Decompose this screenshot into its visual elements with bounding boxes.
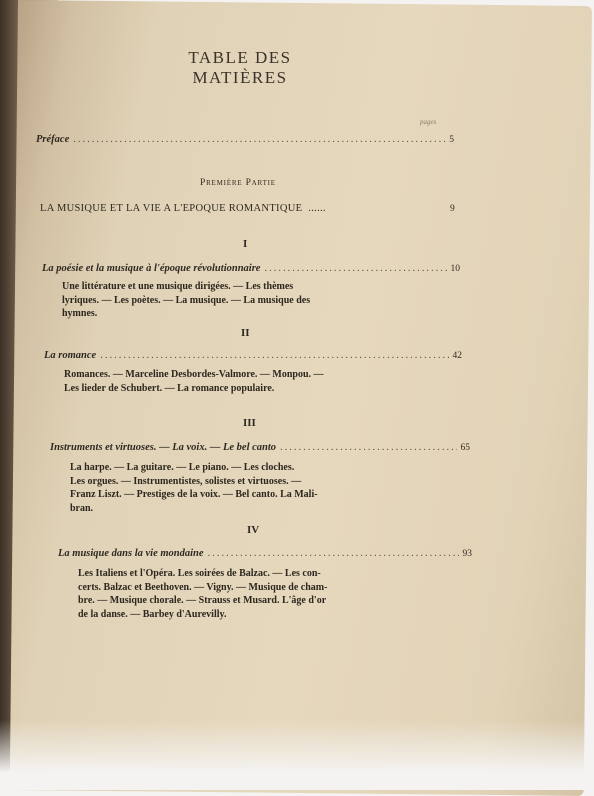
toc-entry-label: Instruments et virtuoses. — La voix. — Le bel canto — [50, 442, 277, 453]
chapter-numeral: I — [243, 238, 248, 250]
toc-entry-chapter — [58, 548, 472, 559]
part-label: Première Partie — [200, 178, 276, 188]
toc-entry-label: La poésie et la musique à l'époque révolutionnaire — [42, 263, 261, 274]
toc-entry-chapter — [42, 263, 460, 274]
summary-line: Romances. — Marceline Desbordes-Valmore. — Monpou. — — [64, 369, 324, 380]
toc-page-number: 93 — [462, 549, 472, 559]
dot-leader — [73, 134, 445, 145]
toc-page-number: 9 — [449, 204, 455, 214]
toc-entry-chapter — [44, 350, 462, 361]
toc-entry-chapter — [50, 442, 470, 453]
toc-page-number: 65 — [460, 443, 470, 453]
chapter-numeral: IV — [247, 524, 260, 536]
chapter-summary — [78, 567, 438, 621]
summary-line: certs. Balzac et Beethoven. — Vigny. — Musique de cham- — [78, 581, 328, 593]
chapter-numeral: III — [243, 417, 256, 429]
summary-line: La harpe. — La guitare. — Le piano. — Les cloches. — [70, 462, 295, 473]
toc-entry-label: La musique dans la vie mondaine — [58, 548, 204, 559]
summary-line: Les orgues. — Instrumentistes, solistes et virtuoses. — — [70, 475, 302, 487]
summary-line: hymnes. — [62, 308, 98, 319]
toc-page-number: 5 — [449, 135, 454, 145]
summary-line: lyriques. — Les poètes. — La musique. — La musique des — [62, 294, 311, 306]
toc-entry-label: Préface — [36, 134, 70, 145]
summary-line: bran. — [70, 502, 94, 514]
part-title-entry — [40, 203, 455, 214]
part-title: LA MUSIQUE ET LA VIE A L'EPOQUE ROMANTIQUE — [40, 203, 303, 214]
page-title: TABLE DES MATIÈRES — [188, 48, 292, 87]
dot-leader — [100, 350, 448, 361]
chapter-summary — [64, 368, 419, 395]
summary-line: Les lieder de Schubert. — La romance populaire. — [64, 382, 275, 394]
summary-line: Franz Liszt. — Prestiges de la voix. — Bel canto. La Mali- — [70, 489, 318, 500]
chapter-summary — [62, 280, 417, 321]
dot-leader — [208, 548, 459, 559]
dot-leader — [280, 442, 456, 453]
summary-line: de la danse. — Barbey d'Aurevilly. — [78, 608, 227, 620]
summary-line: Une littérature et une musique dirigées. — Les thèmes — [62, 281, 294, 292]
summary-line: bre. — Musique chorale. — Strauss et Musard. L'âge d'or — [78, 595, 327, 606]
chapter-summary — [70, 461, 432, 515]
toc-page-number: 42 — [452, 351, 462, 361]
page-bottom-fade — [0, 720, 594, 790]
summary-line: Les Italiens et l'Opéra. Les soirées de Balzac. — Les con- — [78, 568, 321, 579]
toc-entry-preface — [36, 134, 454, 145]
pages-column-label: pages — [420, 118, 437, 126]
chapter-numeral: II — [241, 327, 250, 339]
toc-page-number: 10 — [450, 264, 460, 274]
toc-entry-label: La romance — [44, 350, 97, 361]
dot-leader — [264, 263, 446, 274]
dot-leader — [308, 203, 348, 214]
